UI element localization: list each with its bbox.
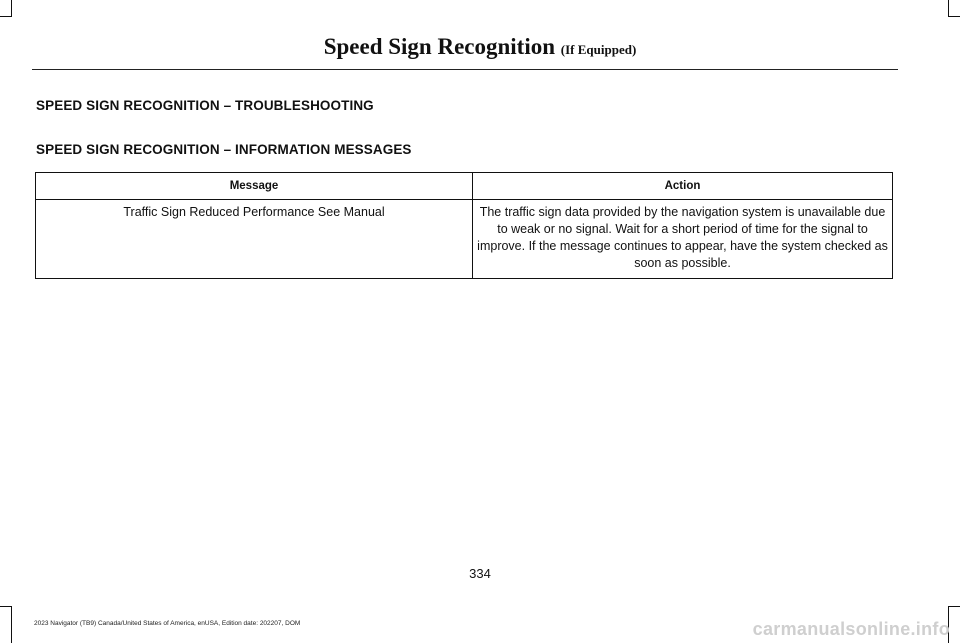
page-number: 334	[469, 566, 491, 581]
header-subtitle-text: (If Equipped)	[560, 42, 637, 57]
watermark: carmanualsonline.info	[752, 619, 950, 639]
info-messages-heading: SPEED SIGN RECOGNITION – INFORMATION MESSAGES	[36, 142, 412, 157]
crop-mark-bottom-right-h	[948, 606, 960, 607]
action-cell: The traffic sign data provided by the navigation system is unavailable due to weak or no signal. Wait for a short period of time for the signal to improve. If the message continues to appear, have the system checked as soon as possible.	[473, 200, 893, 279]
message-cell: Traffic Sign Reduced Performance See Manual	[36, 200, 473, 279]
troubleshooting-heading: SPEED SIGN RECOGNITION – TROUBLESHOOTING	[36, 98, 374, 113]
crop-mark-top-left-h	[0, 16, 12, 17]
information-messages-table	[35, 172, 893, 279]
column-header-message: Message	[36, 173, 473, 200]
crop-mark-top-left-v	[11, 0, 12, 17]
table-header-row	[36, 173, 893, 200]
header-divider	[32, 69, 898, 70]
header-title-text: Speed Sign Recognition	[323, 34, 556, 59]
edition-footer: 2023 Navigator (TB9) Canada/United States of America, enUSA, Edition date: 202207, DOM	[34, 620, 301, 627]
crop-mark-bottom-left-v	[11, 606, 12, 643]
column-header-action: Action	[473, 173, 893, 200]
crop-mark-bottom-left-h	[0, 606, 12, 607]
table-row	[36, 200, 893, 279]
page-header-title	[0, 34, 960, 60]
crop-mark-top-right-v	[948, 0, 949, 17]
crop-mark-top-right-h	[948, 16, 960, 17]
